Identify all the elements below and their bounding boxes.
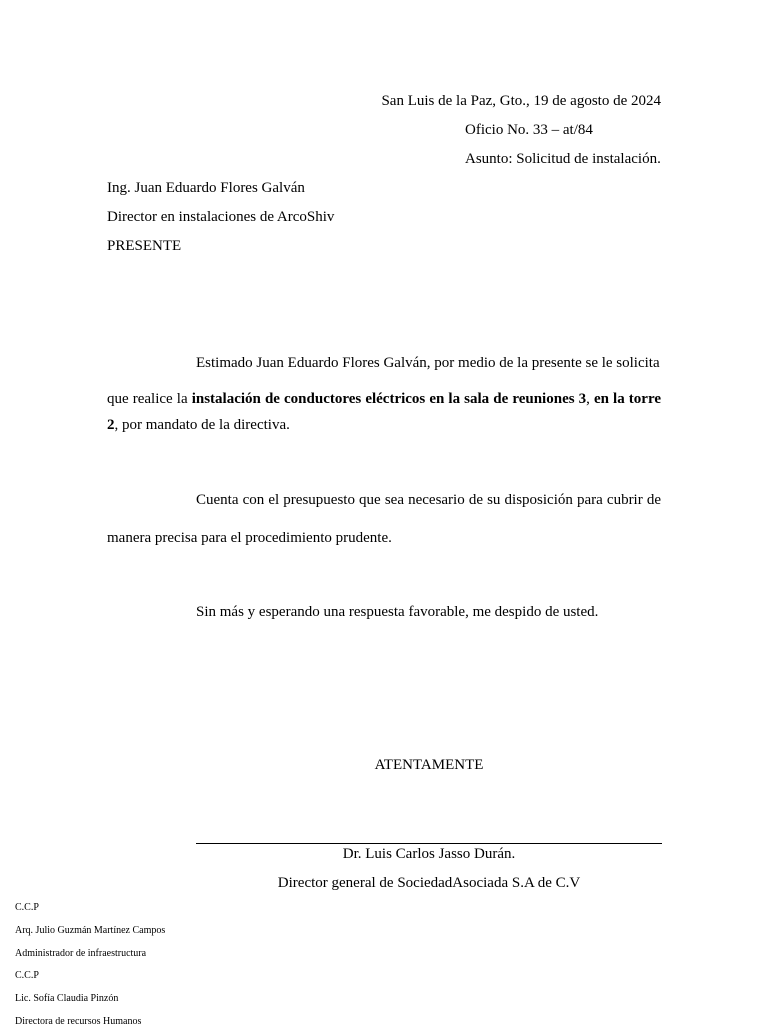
place-date: San Luis de la Paz, Gto., 19 de agosto de 2024: [381, 93, 661, 109]
recipient-name: Ing. Juan Eduardo Flores Galván: [107, 180, 305, 196]
subject-line: Asunto: Solicitud de instalación.: [465, 151, 661, 167]
ccp-role-2: Directora de recursos Humanos: [15, 1016, 142, 1027]
paragraph-1-continuation: [107, 386, 661, 438]
signature-line: [196, 843, 662, 844]
recipient-greeting: PRESENTE: [107, 238, 182, 254]
ccp-name-1: Arq. Julio Guzmán Martínez Campos: [15, 925, 166, 936]
p1-text-post: , por mandato de la directiva.: [114, 417, 290, 433]
recipient-position: Director en instalaciones de ArcoShiv: [107, 209, 335, 225]
paragraph-3: Sin más y esperando una respuesta favorable, me despido de usted.: [196, 604, 599, 620]
p1-text-pre: que realice la: [107, 391, 192, 407]
p1-bold-tower: en la torre 2: [107, 391, 661, 433]
ccp-name-2: Lic. Sofía Claudia Pinzón: [15, 993, 119, 1004]
p1-text-mid: ,: [586, 391, 594, 407]
signer-position: Director general de SociedadAsociada S.A de C.V: [277, 875, 581, 891]
paragraph-2: Cuenta con el presupuesto que sea necesario de su disposición para cubrir de manera precisa para el procedimiento prudente.: [107, 492, 661, 546]
paragraph-1-first-line: Estimado Juan Eduardo Flores Galván, por medio de la presente se le solicita: [196, 355, 660, 371]
office-number: Oficio No. 33 – at/84: [465, 122, 593, 138]
ccp-label-2: C.C.P: [15, 970, 39, 981]
ccp-label-1: C.C.P: [15, 902, 39, 913]
ccp-role-1: Administrador de infraestructura: [15, 948, 147, 959]
closing-salutation: ATENTAMENTE: [374, 757, 484, 773]
signer-name: Dr. Luis Carlos Jasso Durán.: [342, 846, 516, 862]
p1-bold-installation: instalación de conductores eléctricos en la sala de reuniones 3: [191, 391, 587, 407]
